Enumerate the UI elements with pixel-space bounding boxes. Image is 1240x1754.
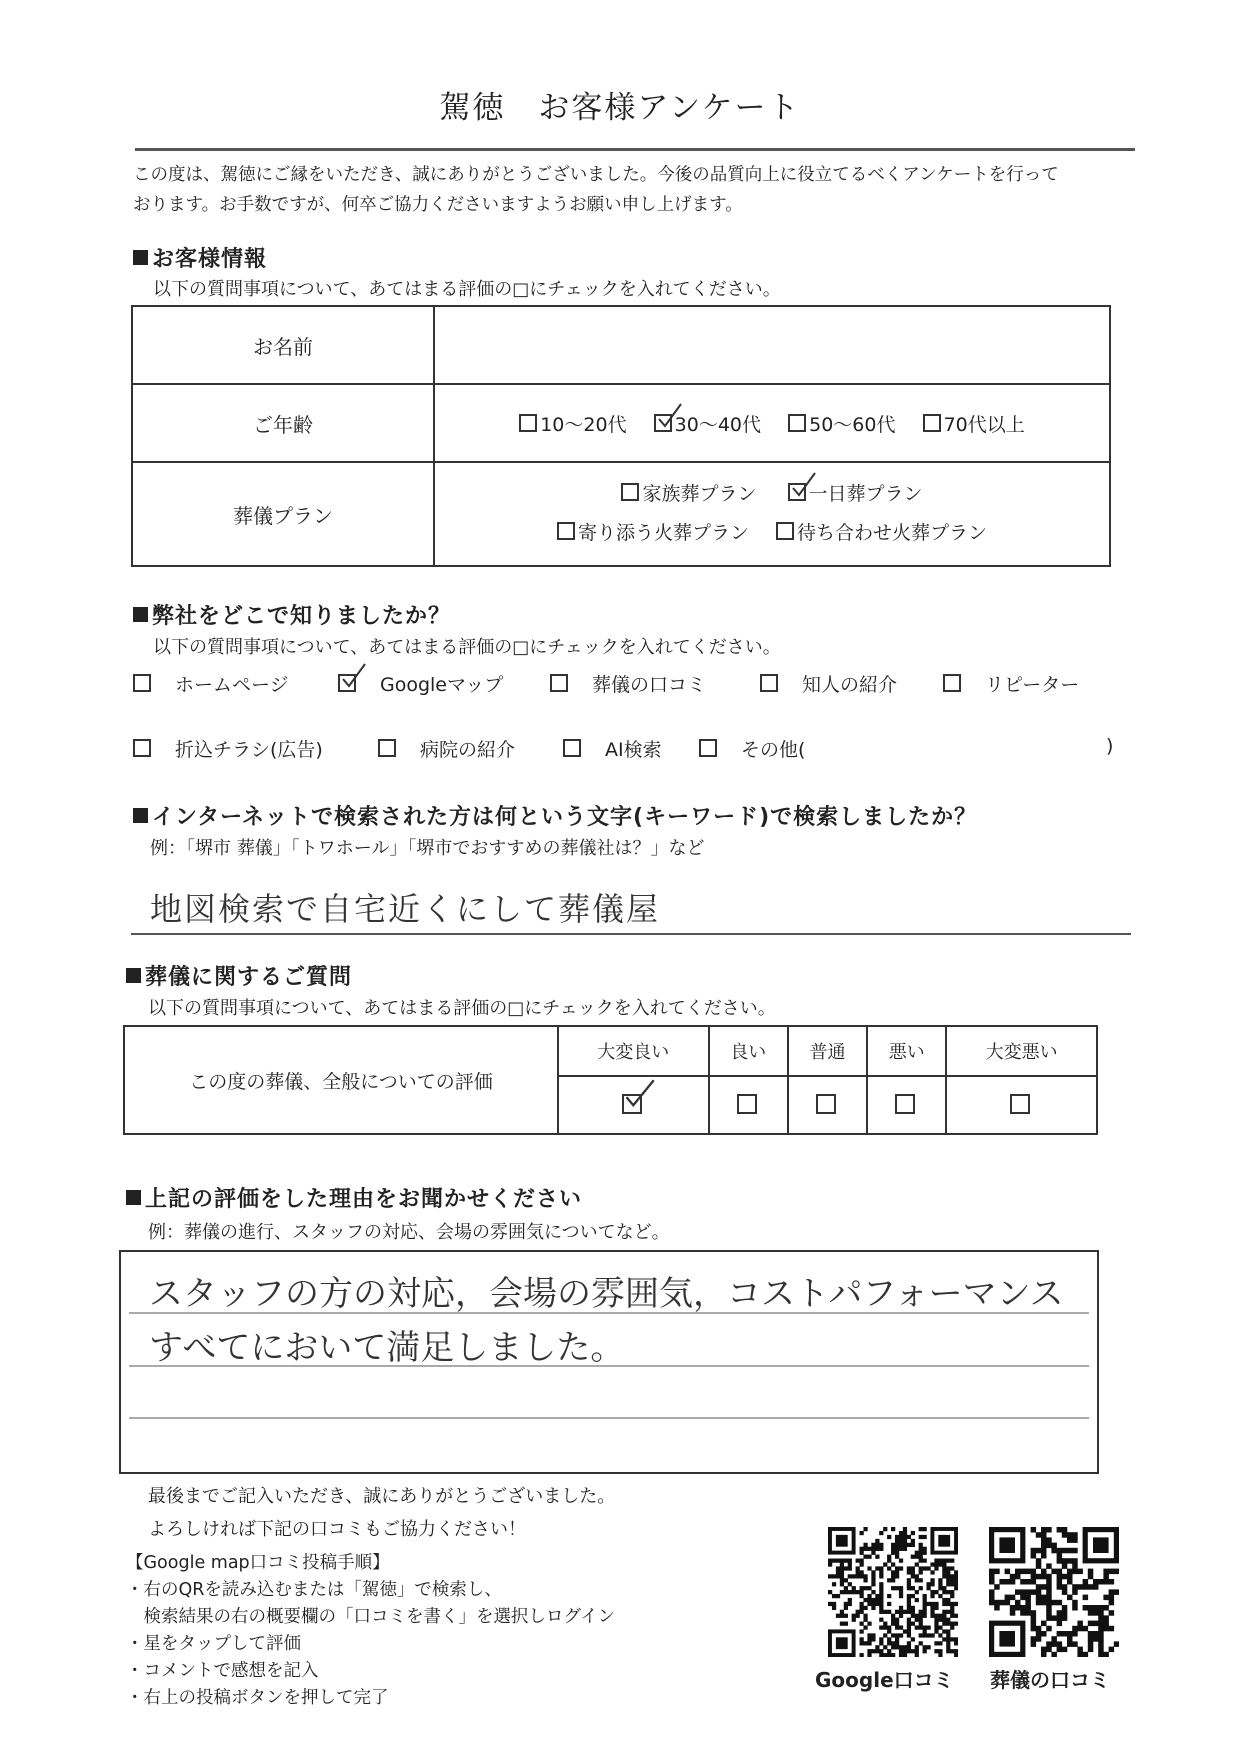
check-mark-icon [622, 1078, 656, 1112]
checkbox-checked[interactable] [622, 1094, 642, 1114]
rating-col-bad: 悪い [867, 1026, 946, 1076]
title-divider [135, 148, 1135, 151]
funeral-review-label: 葬儀の口コミ [990, 1668, 1110, 1692]
source-hospital[interactable]: 病院の紹介 [378, 735, 515, 762]
source-homepage[interactable]: ホームページ [133, 670, 289, 697]
age-options [434, 384, 1110, 462]
check-mark-icon [788, 471, 818, 501]
check-mark-icon [654, 402, 684, 432]
name-field[interactable] [434, 306, 1110, 384]
source-referral[interactable]: 知人の紹介 [760, 670, 897, 697]
keyword-example: 例：「堺市 葬儀」「トワホール」「堺市でおすすめの葬儀社は？」など [150, 838, 705, 859]
section-bullet-icon [126, 1190, 141, 1205]
rating-question: この度の葬儀、全般についての評価 [124, 1026, 558, 1134]
customer-info-table [131, 305, 1111, 567]
checkbox-checked[interactable] [338, 674, 356, 692]
checkbox[interactable] [776, 522, 794, 540]
checkbox-checked[interactable] [788, 483, 806, 501]
funeral-review-qr-icon[interactable] [989, 1527, 1119, 1657]
section-bullet-icon [133, 250, 148, 265]
plan-option-one-day[interactable]: 一日葬プラン [788, 483, 923, 505]
checkbox[interactable] [923, 414, 941, 432]
rating-cell-normal[interactable] [788, 1076, 867, 1134]
intro-line-2: おります。お手数ですが、何卒ご協力くださいますようお願い申し上げます。 [133, 195, 743, 215]
checkbox[interactable] [788, 414, 806, 432]
reason-box[interactable] [119, 1250, 1099, 1474]
plan-option-machiawase[interactable]: 待ち合わせ火葬プラン [776, 522, 987, 544]
section-keyword: インターネットで検索された方は何という文字(キーワード)で検索しましたか？ [133, 800, 977, 831]
section-source: 弊社をどこで知りましたか？ [133, 599, 451, 630]
checkbox[interactable] [760, 674, 778, 692]
rating-col-normal: 普通 [788, 1026, 867, 1076]
google-review-qr-icon[interactable] [828, 1527, 958, 1657]
ruled-line [129, 1417, 1089, 1419]
step-item: 検索結果の右の概要欄の「口コミを書く」を選択しログイン [126, 1607, 616, 1627]
section-bullet-icon [133, 607, 148, 622]
source-repeater[interactable]: リピーター [943, 670, 1079, 697]
section-rating: 葬儀に関するご質問 [126, 960, 352, 991]
steps-heading: 【Google map口コミ投稿手順】 [126, 1553, 390, 1573]
section-customer-info: お客様情報 [133, 242, 267, 273]
rating-table [123, 1025, 1098, 1135]
checkbox[interactable] [557, 522, 575, 540]
rating-cell-good[interactable] [709, 1076, 788, 1134]
checkbox[interactable] [133, 674, 151, 692]
checkbox[interactable] [133, 739, 151, 757]
checkbox[interactable] [737, 1094, 757, 1114]
rating-cell-very-bad[interactable] [946, 1076, 1097, 1134]
name-label: お名前 [132, 306, 434, 384]
rating-col-very-bad: 大変悪い [946, 1026, 1097, 1076]
rating-instruction: 以下の質問事項について、あてはまる評価の□にチェックを入れてください。 [148, 998, 776, 1019]
source-google-maps[interactable]: Googleマップ [338, 670, 503, 697]
section-reason: 上記の評価をした理由をお聞かせください [126, 1182, 582, 1213]
closing-line-1: 最後までご記入いただき、誠にありがとうございました。 [148, 1486, 616, 1507]
plan-option-family[interactable]: 家族葬プラン [621, 483, 756, 505]
reason-line-1: スタッフの方の対応，会場の雰囲気，コストパフォーマンス [149, 1274, 1064, 1314]
checkbox[interactable] [550, 674, 568, 692]
checkbox[interactable] [621, 483, 639, 501]
source-instruction: 以下の質問事項について、あてはまる評価の□にチェックを入れてください。 [153, 637, 781, 658]
google-review-steps [126, 1550, 615, 1712]
keyword-answer[interactable]: 地図検索で自宅近くにして葬儀屋 [150, 890, 661, 928]
google-review-label: Google口コミ [815, 1668, 954, 1692]
step-item: ・コメントで感想を記入 [126, 1661, 319, 1681]
checkbox[interactable] [943, 674, 961, 692]
checkbox[interactable] [1010, 1094, 1030, 1114]
closing-text [148, 1480, 615, 1546]
keyword-underline [131, 933, 1131, 935]
plan-option-yorisou[interactable]: 寄り添う火葬プラン [557, 522, 749, 544]
checkbox-checked[interactable] [654, 414, 672, 432]
rating-cell-very-good[interactable] [558, 1076, 709, 1134]
reason-example: 例：葬儀の進行、スタッフの対応、会場の雰囲気についてなど。 [148, 1222, 670, 1243]
step-item: ・右のQRを読み込むまたは「駕徳」で検索し、 [126, 1580, 502, 1600]
checkbox[interactable] [519, 414, 537, 432]
page-title: 駕徳 お客様アンケート [439, 90, 801, 126]
intro-line-1: この度は、駕徳にご縁をいただき、誠にありがとうございました。今後の品質向上に役立てるべくアンケートを行って [133, 165, 1059, 185]
reason-line-2: すべてにおいて満足しました。 [149, 1328, 625, 1368]
source-other[interactable]: その他( [699, 735, 805, 762]
step-item: ・右上の投稿ボタンを押して完了 [126, 1688, 389, 1708]
age-option-30-40[interactable]: 30〜40代 [654, 414, 761, 436]
age-option-50-60[interactable]: 50〜60代 [788, 414, 895, 436]
checkbox[interactable] [895, 1094, 915, 1114]
rating-cell-bad[interactable] [867, 1076, 946, 1134]
source-funeral-reviews[interactable]: 葬儀の口コミ [550, 670, 706, 697]
closing-line-2: よろしければ下記の口コミもご協力ください！ [148, 1519, 526, 1540]
section-bullet-icon [126, 968, 141, 983]
plan-label: 葬儀プラン [132, 462, 434, 566]
age-label: ご年齢 [132, 384, 434, 462]
checkbox[interactable] [563, 739, 581, 757]
rating-col-very-good: 大変良い [558, 1026, 709, 1076]
customer-info-instruction: 以下の質問事項について、あてはまる評価の□にチェックを入れてください。 [153, 279, 781, 300]
rating-col-good: 良い [709, 1026, 788, 1076]
plan-options [434, 462, 1110, 566]
check-mark-icon [338, 662, 368, 692]
age-option-70-plus[interactable]: 70代以上 [923, 414, 1025, 436]
checkbox[interactable] [816, 1094, 836, 1114]
checkbox[interactable] [378, 739, 396, 757]
source-other-close: ) [1106, 735, 1114, 757]
source-ai-search[interactable]: AI検索 [563, 735, 662, 762]
step-item: ・星をタップして評価 [126, 1634, 301, 1654]
section-bullet-icon [133, 808, 148, 823]
age-option-10-20[interactable]: 10〜20代 [519, 414, 626, 436]
intro-text [133, 160, 1133, 220]
checkbox[interactable] [699, 739, 717, 757]
source-flyer[interactable]: 折込チラシ(広告) [133, 735, 323, 762]
